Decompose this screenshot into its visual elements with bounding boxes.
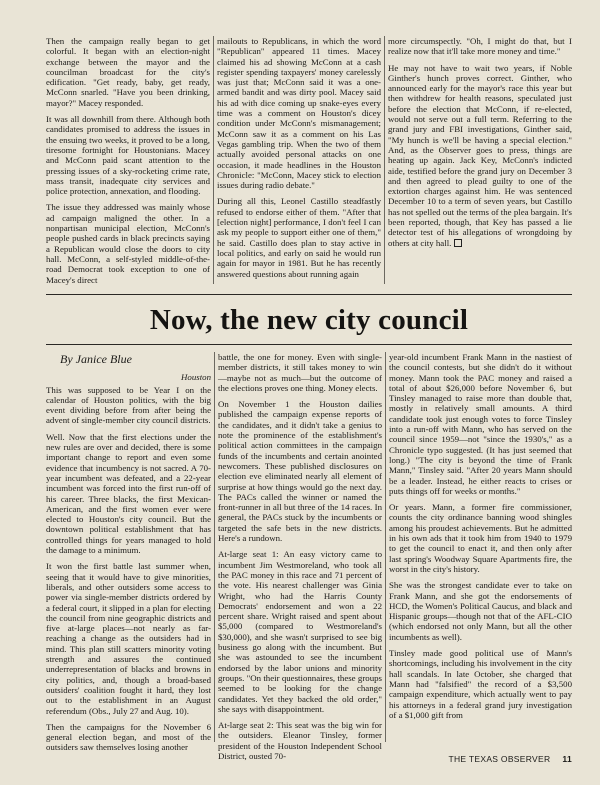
paragraph: It was all downhill from there. Although both candidates promised to address the issues in the ensuing two weeks, it proved to be a long, tiresome fortnight for Houstonians. Macey and McConn paid scant attention to the pressing issues of a sky-rocketing crime rate, mass transit, inadequate city services and police protection, annexation, and flooding.: [46, 114, 210, 197]
paragraph: Then the campaigns for the November 6 general election began, and most of the outsiders saw themselves losing another: [46, 721, 211, 753]
dateline: Houston: [181, 372, 211, 383]
paragraph: year-old incumbent Frank Mann in the nastiest of the council contests, but she didn't do it without money. Mann took the PAC money and raised a total of about $26,000 before November 6, but Tinsley managed to raise more than double that, mostly in relatively small amounts. A third candidate took just enough votes to force Tinsley into a run-off with Mann, who has served on the council since 1959—not "since the 1930's," as a Chronicle typo suggested. (It has just seemed that long.) "The city is beyond the time of Frank Mann," Tinsley said. "After 20 years Mann should be a leader. Instead, he either reacts to crises or puts things off for weeks or months.": [389, 352, 572, 496]
page-number: 11: [562, 754, 572, 764]
paragraph: Well. Now that the first elections under the new rules are over and decided, there is some important change to report and even some evidence that incumbency is not sacred. A 70-year incumbent was defeated, and a 22-year incumbent was forced into the first run-off of his career. Three blacks, the first Mexican-American, and the first women ever were elected to Houston's city council. But the downtown political establishment that has controlled things for years managed to hold the damage to a minimum.: [46, 431, 211, 556]
byline: By Janice Blue: [60, 352, 132, 366]
article-column-3: [389, 352, 572, 726]
page-footer: [430, 754, 572, 764]
headline-underline-rule: [46, 344, 572, 345]
article-headline: Now, the new city council: [149, 304, 469, 336]
article-column-2: [218, 352, 382, 767]
paragraph: more circumspectly. "Oh, I might do that, but I realize now that it'll take more money and time.": [388, 36, 572, 57]
paragraph: During all this, Leonel Castillo steadfastly refused to endorse either of them. "After that [election night] performance, I don't feel I can ask my people to support either one of them," he said. Castillo does plan to stay active in local politics, and early on said he would run again for mayor in 1981. But he has recently answered questions about running again: [217, 196, 381, 279]
top-column-1: [46, 36, 210, 291]
paragraph: He may not have to wait two years, if Noble Ginther's hunch proves correct. Ginther, who announced early for the mayor's race this year but then withdrew for health reasons, speculated just before the election that McConn, if re-elected, would not serve out a full term. Referring to the grand jury and FBI investigations, Ginther said, "My hunch is we'll be having a special election." And, as the Observer goes to press, things are heating up again. Jack Key, McConn's indicted aide, testified before the grand jury on December 3 and then agreed to plead guilty to one of the extortion charges against him. He was sentenced December 10 to a term of seven years, but Castillo has not spelled out the terms of the plea bargain. It's been reported, though, that Key has passed a lie detector test of his allegations of wrongdoing by others at city hall.: [388, 62, 572, 248]
column-divider: [385, 352, 386, 742]
section-divider-rule: [46, 294, 572, 295]
paragraph: At-large seat 1: An easy victory came to incumbent Jim Westmoreland, who took all the PAC money in this race and 71 percent of the vote. His nearest challenger was Ginia Wright, who had the Harris County Democrats' endorsement and won a 22 percent share. Wright raised and spent about $5,000 (compared to Westmoreland's $30,000), and she wasn't surprised to see big business go along with the incumbent. But she was astounded to see the incumbent endorsed by the labor unions and minority groups. "On their questionnaires, these groups seemed to be looking for the change candidates. Yet they backed the old order," she says with disappointment.: [218, 549, 382, 714]
article-column-1: [46, 352, 211, 759]
paragraph: battle, the one for money. Even with single-member districts, it still takes money to win—maybe not as much—but the outcome of the elections proves one thing. Money elects.: [218, 352, 382, 393]
publication-name: THE TEXAS OBSERVER: [448, 754, 551, 764]
column-divider: [213, 36, 214, 284]
top-column-3: [388, 36, 572, 254]
paragraph: The issue they addressed was mainly whose ad campaign maligned the other. In a nonpartisan municipal election, McConn's people pushed cards in black precincts saying a Republican would close the doors to city hall. McConn, a self-styled middle-of-the-road Democrat took exception to one of Macey's direct: [46, 202, 210, 285]
column-divider: [384, 36, 385, 284]
paragraph: At-large seat 2: This seat was the big win for the outsiders. Eleanor Tinsley, former president of the Houston Independent School District, ousted 70-: [218, 720, 382, 761]
paragraph: On November 1 the Houston dailies published the campaign expense reports of the candidates, and it didn't take a genius to note the prominence of the establishment's political action committees in the campaign funds of the incumbents and certain anointed newcomers. These published disclosures on election eve eliminated nearly all element of surprise at how things would go the next day. The PACs called the winner or named the front-runner in all but three of the 14 races. In general, the PACs stuck by the incumbents or targeted the safe bets in the new districts. Here's a rundown.: [218, 399, 382, 544]
end-of-article-mark: [454, 239, 462, 247]
paragraph: Or years. Mann, a former fire commissioner, counts the city ordinance banning wood shingles among his proudest achievements. But he admitted in his own ads that it took him from 1940 to 1979 to get the council to enact it, and then only after last spring's Woodway Square Apartments fire, the worst in the city's history.: [389, 502, 572, 574]
top-column-2: [217, 36, 381, 285]
paragraph: Then the campaign really began to get colorful. It began with an election-night exchange between the mayor and the councilman broadcast for the city's edification. "Get ready, baby, get ready, McConn snarled. "Have you been drinking, mayor?" Macey responded.: [46, 36, 210, 108]
paragraph: She was the strongest candidate ever to take on Frank Mann, and she got the endorsements of HCD, the Women's Political Caucus, and black and Hispanic groups—though not that of the AFL-CIO (which endorsed not only Mann, but all the other incumbents as well).: [389, 580, 572, 642]
paragraph: It won the first battle last summer when, seeing that it would have to give minorities, liberals, and other outsiders some access to power via single-member districts ordered by a federal court, it slipped in a plan for electing the council from nine geographic districts and five at-large places—not nearly as far-reaching a change as the outsiders had in mind. This plan still scatters minority voting strength and assures the continued underrepresentation of blacks and browns in city politics, and, though a broad-based outsiders' coalition fought it hard, they lost out to the establishment in an August referendum (Obs., July 27 and Aug. 10).: [46, 561, 211, 716]
paragraph: mailouts to Republicans, in which the word "Republican" appeared 11 times. Macey claimed his ad showing McConn at a cash register spending taxpayers' money carelessly was just that; McConn said it was a one-armed bandit and was dirty pool. Macey said his ad with dice coming up snake-eyes every time was a comment on Houston's dicey condition under McConn's mismanagement; McConn saw it as a comment on his Las Vegas gambling trip. When the two of them actually avoided personal attacks on one occasion, it made headlines in the Houston Chronicle: "McConn, Macey stick to election issues during radio debate.": [217, 36, 381, 191]
paragraph: Tinsley made good political use of Mann's shortcomings, including his involvement in the city hall scandals. In late October, she charged that Mann had "falsified" the record of a $3,500 campaign expenditure, which actually went to pay his attorneys in a federal grand jury investigation of a $1,000 gift from: [389, 648, 572, 720]
paragraph: This was supposed to be Year I on the calendar of Houston politics, with the big event dividing before from after being the advent of single-member city council districts.: [46, 384, 211, 426]
column-divider: [214, 352, 215, 742]
